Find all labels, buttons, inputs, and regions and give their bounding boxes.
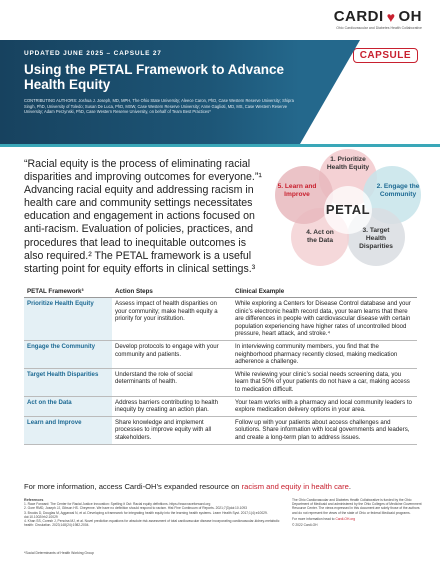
table-row — [24, 416, 417, 444]
petal-label-3: 3. Target Health Disparities — [359, 227, 393, 250]
more-info-line — [24, 482, 424, 491]
references-heading: References — [24, 498, 44, 502]
row-name: Prioritize Health Equity — [24, 298, 112, 341]
petal-center-word: PETAL — [325, 202, 371, 217]
cta-text: For more information, access Cardi-OH’s expanded resource on — [24, 482, 242, 491]
row-example: While exploring a Centers for Disease Control database and your clinic’s electronic health record data, your team learns that there are differences in people with cardiovascular disease with certain population experiencing have higher rates of uncontrolled blood pressure, heart attack, and stroke.⁴ — [232, 298, 417, 341]
petal-label-1: 1. Prioritize Health Equity — [326, 156, 370, 171]
col-header-action: Action Steps — [112, 286, 232, 298]
col-header-example: Clinical Example — [232, 286, 417, 298]
intro-quote: “Racial equity is the process of eliminating racial disparities and improving outcomes for everyone.”¹ Advancing racial equity and addressing racism in health care and community settings necessitates education and engagement in actions focused on anti-racism. Evaluation of policies, practices, and procedures that lead to inequitable outcomes is also required.² The PETAL framework is a useful starting point for equity efforts in clinical settings.³ — [24, 158, 262, 275]
more-info-text: For more information head to — [292, 516, 336, 521]
capsule-badge: CAPSULE — [353, 48, 418, 63]
petal-label-2: 2. Engage the Community — [376, 183, 420, 198]
row-action: Understand the role of social determinants of health. — [112, 368, 232, 396]
row-action: Address barriers contributing to health inequity by creating an action plan. — [112, 396, 232, 416]
row-example: Follow up with your patients about access challenges and solutions. Share information with local governments and leaders, and create a long-term plan to address issues. — [232, 416, 417, 444]
row-action: Assess impact of health disparities on your community; make health equity a priority for your institution. — [112, 298, 232, 341]
reference-item: 3. Brooks D, Douglas M, Aggarwal N, et al. Developing a framework for integrating health equity into the learning health systems. Learn Health Syst. 2017;1(4):e10029. doi:10.1002/lrh2.10029 — [24, 510, 268, 519]
racism-equity-link[interactable]: racism and equity in health care — [241, 482, 349, 491]
table-row — [24, 340, 417, 368]
row-example: In interviewing community members, you find that the neighborhood pharmacy recently closed, making medication adherence a challenge. — [232, 340, 417, 368]
divider — [0, 144, 440, 147]
row-action: Develop protocols to engage with your community and patients. — [112, 340, 232, 368]
footnote: *Social Determinants of Health Working Group — [24, 551, 94, 555]
table-row — [24, 298, 417, 341]
updated-label: UPDATED JUNE 2025 – CAPSULE 27 — [24, 50, 162, 57]
cta-end: . — [348, 482, 351, 491]
website-link[interactable]: Cardi-OH.org — [335, 516, 356, 521]
row-name: Learn and Improve — [24, 416, 112, 444]
table-header-row — [24, 286, 417, 298]
row-name: Engage the Community — [24, 340, 112, 368]
row-example: Your team works with a pharmacy and local community leaders to explore medication delivery options in your area. — [232, 396, 417, 416]
heart-icon: ♥ — [386, 8, 396, 25]
petal-table — [24, 286, 417, 445]
reference-item: 1. Race Forward: The Center for Racial Justice Innovation: Spelling it Out: Racial equity definitions. https://www.raceforward.org — [24, 502, 211, 507]
row-action: Share knowledge and implement processes to improve equity with all stakeholders. — [112, 416, 232, 444]
header — [0, 0, 440, 140]
contributing-authors: CONTRIBUTING AUTHORS: Joshua J. Joseph, MD, MPH, The Ohio State University; Aleece Caron, PhD, Case Western Reserve University; Shipra Singh, PhD, University of Toledo; Susan De Luca, PhD, MSW, Case Western Reserve University; Anne Gaglioti, MD, MS, Case Western Reserve University; Adam Perzynski, PhD, Case Western Reserve University, on behalf of Team Best Practices* — [24, 98, 294, 115]
row-example: While reviewing your clinic’s social needs screening data, you learn that 50% of your patients do not have a car, making access to medication difficult. — [232, 368, 417, 396]
page-title: Using the PETAL Framework to Advance Health Equity — [24, 62, 285, 92]
logo-brand-suffix: OH — [398, 8, 422, 25]
petal-label-5: 5. Learn and Improve — [277, 183, 317, 198]
row-name: Target Health Disparities — [24, 368, 112, 396]
title-banner — [0, 40, 300, 144]
banner-wedge — [300, 40, 360, 144]
table-row — [24, 396, 417, 416]
row-name: Act on the Data — [24, 396, 112, 416]
petal-venn-diagram — [268, 148, 428, 266]
copyright: © 2022 Cardi-OH — [292, 523, 318, 528]
petal-label-4: 4. Act on the Data — [306, 229, 334, 244]
reference-item: 2. Gore RMD, Joseph JJ, Gibson HS. Cheyenne. We have no definition should respond to racism. Hist Fine Continuum of Reports. 2021;7(3)doi:10.1093 — [24, 506, 247, 511]
funding-text: The Ohio Cardiovascular and Diabetes Health Collaborative is funded by the Ohio Department of Medicaid and administered by the Ohio Colleges of Medicine Government Resource Center. The views expressed in this document are solely those of the authors and do not represent the views of the state of Ohio or federal Medicaid programs. — [292, 498, 422, 515]
cardi-oh-logo — [312, 8, 422, 30]
logo-subtitle: Ohio Cardiovascular and Diabetes Health Collaborative — [336, 26, 422, 30]
funding-statement — [292, 498, 422, 527]
col-header-framework: PETAL Framework³ — [24, 286, 112, 298]
table-row — [24, 368, 417, 396]
reference-item: 4. Khan SS, Coresh J, Pencina MJ, et al. Novel prediction equations for absolute risk assessment of total cardiovascular disease incorporating cardiovascular-kidney-metabolic health: Circulation. 2023;148(24):1982-2004. — [24, 519, 280, 528]
references — [24, 498, 282, 527]
logo-brand: CARDI — [333, 8, 384, 25]
